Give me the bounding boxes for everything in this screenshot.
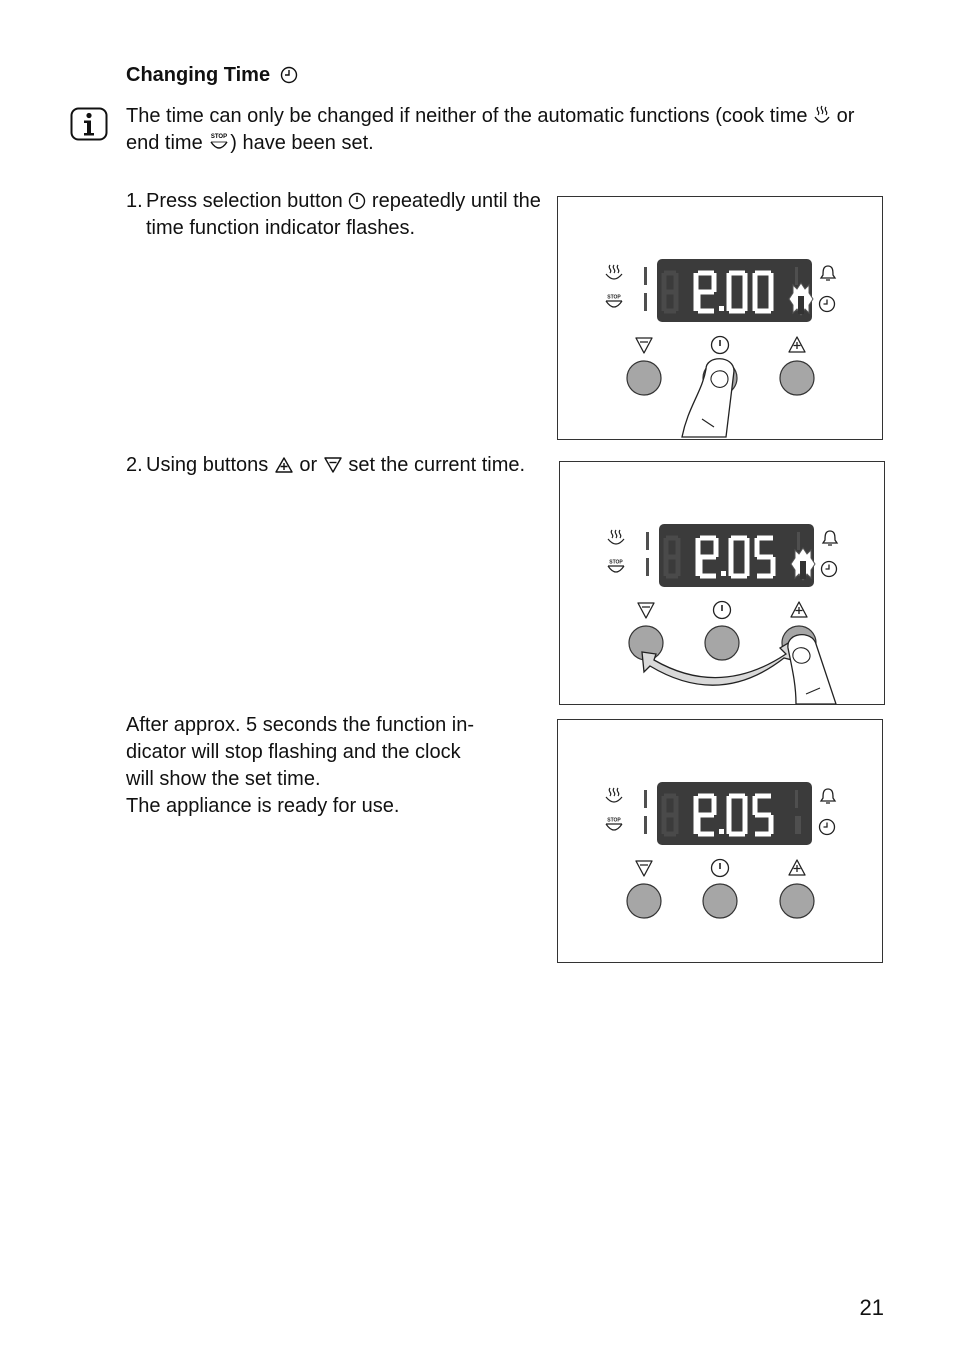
control-panel-illustration-1 bbox=[557, 196, 883, 440]
indicator-bar bbox=[644, 293, 647, 311]
minus-symbol-icon bbox=[636, 338, 652, 353]
flashing-indicator bbox=[798, 296, 804, 314]
clock-icon bbox=[822, 562, 837, 577]
step-1-body bbox=[146, 188, 546, 242]
plus-symbol-icon bbox=[789, 860, 805, 875]
select-button[interactable] bbox=[703, 884, 737, 918]
svg-text:STOP: STOP bbox=[607, 817, 621, 824]
indicator-bar bbox=[797, 532, 800, 550]
decimal-point bbox=[721, 571, 726, 576]
final-paragraph bbox=[126, 712, 536, 820]
indicator-bar bbox=[646, 532, 649, 550]
clock-icon bbox=[820, 820, 835, 835]
svg-text:STOP: STOP bbox=[609, 559, 623, 566]
svg-text:STOP: STOP bbox=[607, 294, 621, 301]
info-icon bbox=[70, 107, 108, 141]
step-1-text-1: Press selection button bbox=[146, 190, 343, 212]
step-2-text-3: set the current time. bbox=[348, 454, 526, 476]
indicator-bar bbox=[644, 790, 647, 808]
minus-symbol-icon bbox=[636, 861, 652, 876]
note-text-2: or end time bbox=[126, 105, 855, 154]
plus-button[interactable] bbox=[780, 884, 814, 918]
indicator-bar bbox=[644, 267, 647, 285]
selection-symbol-icon bbox=[714, 602, 731, 619]
clock-icon bbox=[820, 297, 835, 312]
minus-button[interactable] bbox=[627, 361, 661, 395]
step-2-text-1: Using buttons bbox=[146, 454, 269, 476]
end-time-icon bbox=[208, 132, 230, 152]
selection-button-icon bbox=[348, 192, 366, 210]
select-button[interactable] bbox=[705, 626, 739, 660]
cook-time-icon bbox=[813, 105, 831, 125]
finger-illustration bbox=[682, 359, 734, 437]
svg-text:STOP: STOP bbox=[211, 134, 228, 140]
final-line-2: dicator will stop flashing and the clock bbox=[126, 741, 461, 763]
indicator-bar bbox=[795, 816, 798, 834]
step-number: 1. bbox=[126, 190, 143, 212]
note-text-3: ) have been set. bbox=[230, 132, 374, 154]
selection-symbol-icon bbox=[712, 337, 729, 354]
plus-button[interactable] bbox=[780, 361, 814, 395]
end-time-icon bbox=[606, 294, 622, 307]
clock-icon bbox=[280, 66, 298, 84]
bell-icon bbox=[821, 266, 835, 280]
indicator-bar bbox=[795, 267, 798, 285]
section-heading bbox=[126, 64, 298, 87]
step-2-body bbox=[146, 452, 525, 479]
minus-button-icon bbox=[323, 456, 343, 474]
cook-time-icon bbox=[606, 788, 622, 802]
end-time-icon bbox=[606, 817, 622, 830]
heading-text: Changing Time bbox=[126, 64, 271, 86]
step-1 bbox=[126, 188, 546, 248]
bell-icon bbox=[823, 531, 837, 545]
decimal-point bbox=[719, 306, 724, 311]
bell-icon bbox=[821, 789, 835, 803]
cook-time-icon bbox=[606, 265, 622, 279]
flashing-indicator bbox=[800, 561, 806, 579]
plus-button-icon bbox=[274, 456, 294, 474]
step-2 bbox=[126, 452, 546, 512]
page-number: 21 bbox=[859, 1295, 884, 1320]
indicator-bar bbox=[798, 816, 801, 834]
minus-button[interactable] bbox=[627, 884, 661, 918]
step-2-text-2: or bbox=[299, 454, 318, 476]
end-time-icon bbox=[608, 559, 624, 572]
cook-time-icon bbox=[608, 530, 624, 544]
final-line-1: After approx. 5 seconds the function in- bbox=[126, 714, 474, 736]
control-panel-illustration-2 bbox=[559, 461, 885, 705]
plus-symbol-icon bbox=[789, 337, 805, 352]
selection-symbol-icon bbox=[712, 860, 729, 877]
final-line-3: will show the set time. bbox=[126, 768, 321, 790]
indicator-bar bbox=[644, 816, 647, 834]
note-text-1: The time can only be changed if neither of the automatic functions (cook time bbox=[126, 105, 808, 127]
decimal-point bbox=[719, 829, 724, 834]
finger-illustration bbox=[788, 635, 836, 704]
plus-symbol-icon bbox=[791, 602, 807, 617]
control-panel-illustration-3 bbox=[557, 719, 883, 963]
indicator-bar bbox=[646, 558, 649, 576]
indicator-bar bbox=[795, 790, 798, 808]
final-line-4: The appliance is ready for use. bbox=[126, 795, 400, 817]
step-1-text-2: repeatedly until the time function indicator flashes. bbox=[146, 190, 541, 239]
step-number: 2. bbox=[126, 454, 143, 476]
minus-symbol-icon bbox=[638, 603, 654, 618]
info-note bbox=[126, 103, 866, 157]
